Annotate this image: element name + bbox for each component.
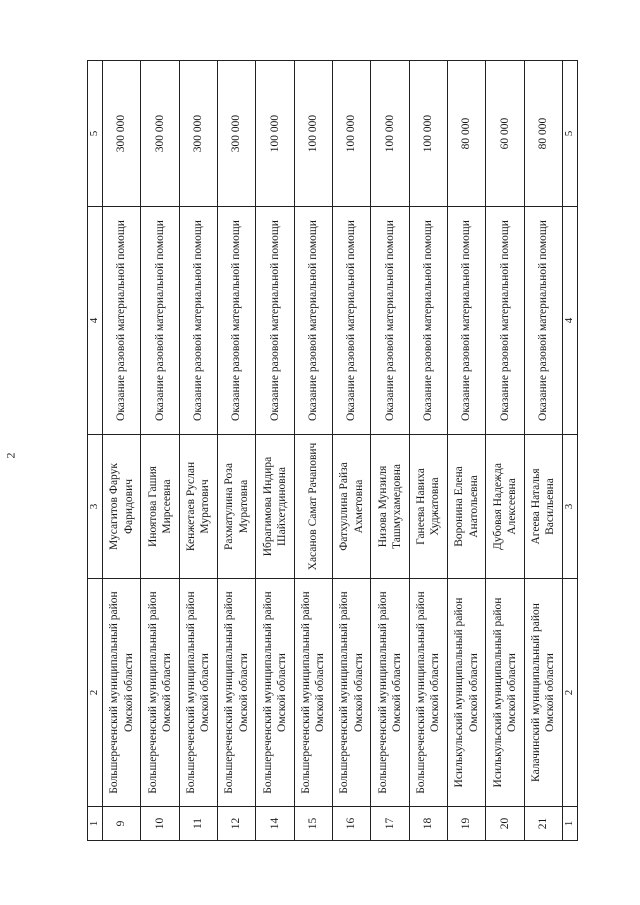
recipient-name: Иноятова Гашия Мирсеевна (141, 435, 179, 579)
column-number: 4 (563, 207, 578, 435)
assistance-amount: 80 000 (447, 61, 485, 207)
recipient-name: Ганеева Навиха Худжатовна (409, 435, 447, 579)
assistance-amount: 100 000 (294, 61, 332, 207)
row-number: 19 (447, 807, 485, 841)
municipal-district: Большереченский муниципальный район Омской области (332, 579, 370, 807)
recipient-name: Рахматулина Роза Муратовна (217, 435, 255, 579)
assistance-purpose: Оказание разовой материальной помощи (409, 207, 447, 435)
assistance-amount: 100 000 (332, 61, 370, 207)
table-row (294, 61, 332, 841)
assistance-purpose: Оказание разовой материальной помощи (447, 207, 485, 435)
row-number: 14 (256, 807, 294, 841)
table-row (409, 61, 447, 841)
table-row (217, 61, 255, 841)
table-row (486, 61, 524, 841)
assistance-amount: 300 000 (103, 61, 141, 207)
municipal-district: Большереченский муниципальный район Омской области (103, 579, 141, 807)
column-number-header-bottom (563, 61, 578, 841)
assistance-amount: 300 000 (179, 61, 217, 207)
assistance-amount: 60 000 (486, 61, 524, 207)
page-number: 2 (3, 452, 18, 459)
assistance-purpose: Оказание разовой материальной помощи (256, 207, 294, 435)
assistance-purpose: Оказание разовой материальной помощи (103, 207, 141, 435)
row-number: 18 (409, 807, 447, 841)
municipal-district: Исилькульский муниципальный район Омской области (486, 579, 524, 807)
row-number: 15 (294, 807, 332, 841)
municipal-district: Большереченский муниципальный район Омской области (141, 579, 179, 807)
recipient-name: Фатхуллина Райза Ахметовна (332, 435, 370, 579)
assistance-amount: 300 000 (141, 61, 179, 207)
recipient-name: Мусагитов Фарук Фаридович (103, 435, 141, 579)
municipal-district: Большереченский муниципальный район Омской области (409, 579, 447, 807)
table-row (524, 61, 562, 841)
table-row (141, 61, 179, 841)
row-number: 17 (371, 807, 409, 841)
assistance-purpose: Оказание разовой материальной помощи (141, 207, 179, 435)
municipal-district: Большереченский муниципальный район Омской области (294, 579, 332, 807)
municipal-district: Большереченский муниципальный район Омской области (371, 579, 409, 807)
recipient-name: Воронина Елена Анатольевна (447, 435, 485, 579)
municipal-district: Большереченский муниципальный район Омской области (179, 579, 217, 807)
row-number: 11 (179, 807, 217, 841)
recipient-name: Хасанов Самат Рачапович (294, 435, 332, 579)
assistance-purpose: Оказание разовой материальной помощи (217, 207, 255, 435)
column-number: 1 (88, 807, 103, 841)
recipient-name: Дубовая Надежда Алексеевна (486, 435, 524, 579)
assistance-purpose: Оказание разовой материальной помощи (332, 207, 370, 435)
rotated-table-area (87, 61, 578, 841)
table-row (447, 61, 485, 841)
assistance-amount: 100 000 (409, 61, 447, 207)
row-number: 12 (217, 807, 255, 841)
assistance-amount: 100 000 (256, 61, 294, 207)
recipient-name: Кенжетаев Руслан Муратович (179, 435, 217, 579)
row-number: 20 (486, 807, 524, 841)
column-number: 3 (88, 435, 103, 579)
row-number: 9 (103, 807, 141, 841)
column-number: 2 (88, 579, 103, 807)
row-number: 21 (524, 807, 562, 841)
column-number: 2 (563, 579, 578, 807)
column-number: 5 (563, 61, 578, 207)
table-row (179, 61, 217, 841)
table-row (332, 61, 370, 841)
assistance-amount: 100 000 (371, 61, 409, 207)
recipient-name: Ибрагимова Индира Шайхетдиновна (256, 435, 294, 579)
recipient-name: Низова Мунзиля Ташмухамедовна (371, 435, 409, 579)
table-body (88, 61, 578, 841)
assistance-amount: 80 000 (524, 61, 562, 207)
table-row (103, 61, 141, 841)
assistance-purpose: Оказание разовой материальной помощи (524, 207, 562, 435)
recipient-name: Агеева Наталья Васильевна (524, 435, 562, 579)
column-number: 3 (563, 435, 578, 579)
municipal-district: Большереченский муниципальный район Омской области (217, 579, 255, 807)
row-number: 10 (141, 807, 179, 841)
column-number: 5 (88, 61, 103, 207)
column-number-header-top (88, 61, 103, 841)
assistance-amount: 300 000 (217, 61, 255, 207)
municipal-district: Большереченский муниципальный район Омской области (256, 579, 294, 807)
municipal-district: Исилькульский муниципальный район Омской области (447, 579, 485, 807)
municipal-district: Калачинский муниципальный район Омской области (524, 579, 562, 807)
table-rotator (87, 61, 578, 841)
assistance-purpose: Оказание разовой материальной помощи (179, 207, 217, 435)
assistance-purpose: Оказание разовой материальной помощи (294, 207, 332, 435)
row-number: 16 (332, 807, 370, 841)
column-number: 1 (563, 807, 578, 841)
assistance-purpose: Оказание разовой материальной помощи (486, 207, 524, 435)
table-row (256, 61, 294, 841)
assistance-purpose: Оказание разовой материальной помощи (371, 207, 409, 435)
table-row (371, 61, 409, 841)
column-number: 4 (88, 207, 103, 435)
recipients-table (87, 60, 578, 841)
